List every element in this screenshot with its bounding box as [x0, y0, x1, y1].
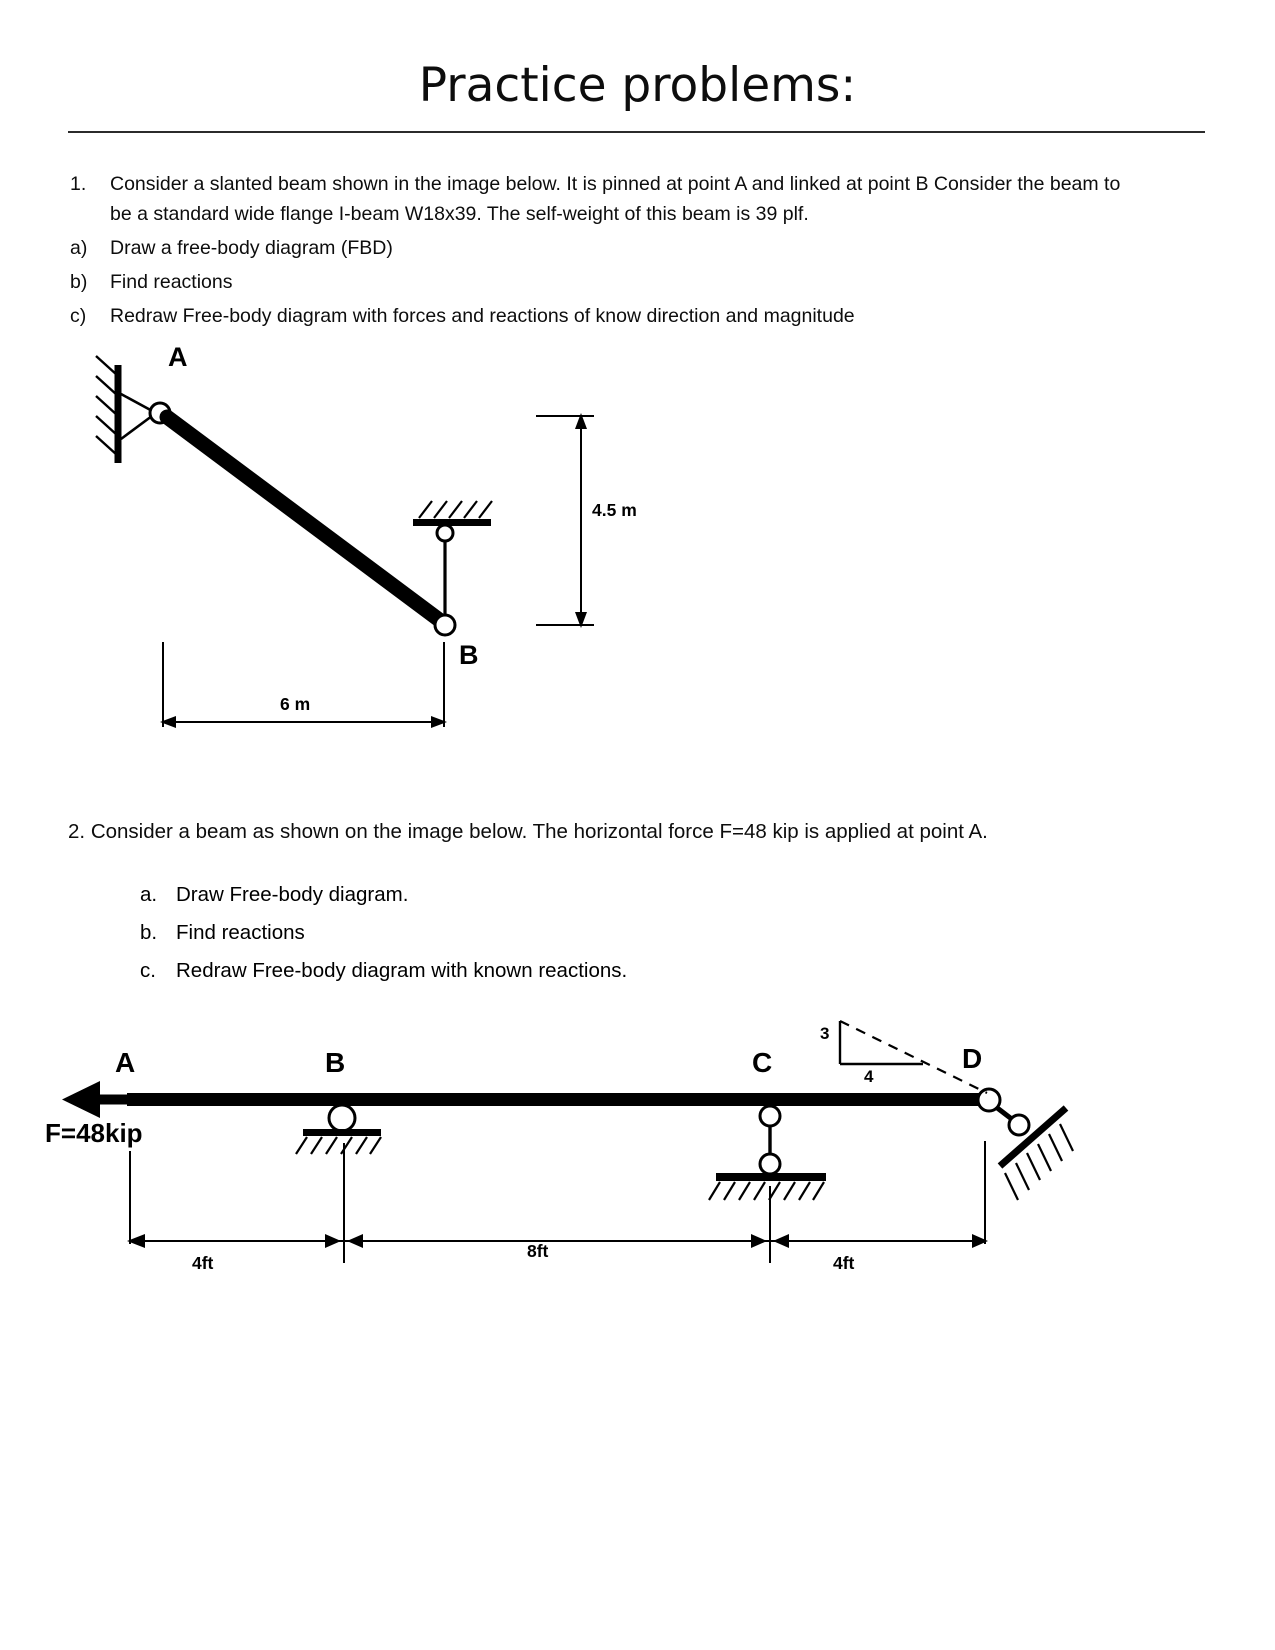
problem-1-item-a-marker: a): [70, 237, 88, 259]
problem-1-number: 1.: [70, 173, 87, 195]
wall-support-icon: [96, 356, 118, 463]
problem-2-item-c-marker: c.: [140, 959, 156, 982]
problem-2-item-a-text: Draw Free-body diagram.: [176, 883, 409, 906]
figure1-vertical-dimension-label: 4.5 m: [592, 500, 637, 520]
problem-1-item-b-text: Find reactions: [110, 271, 233, 293]
roller-support-b-icon: [296, 1105, 381, 1154]
slope-run-label: 4: [864, 1067, 874, 1086]
horizontal-dimension-6m: [160, 642, 447, 728]
problem-1-item-a-text: Draw a free-body diagram (FBD): [110, 237, 393, 259]
dimension-bc-label: 8ft: [527, 1241, 549, 1261]
figure1-point-a-label: A: [168, 342, 188, 372]
problem-2-statement: [68, 815, 1153, 848]
problem-2-item-b: [140, 916, 1153, 949]
figure1-horizontal-dimension-label: 6 m: [280, 694, 311, 714]
horizontal-beam-drawing: [0, 1001, 1180, 1331]
figure2-point-d-label: D: [962, 1043, 983, 1074]
problem-1-statement: Consider a slanted beam shown in the image below. It is pinned at point A and linked at point B Consider the beam to be a standard wide flange I-beam W18x39. The self-weight of this beam is 39 plf.: [110, 173, 1121, 225]
problem-2-item-a-marker: a.: [140, 883, 158, 906]
link-support-c-icon: [709, 1106, 826, 1200]
figure-horizontal-beam: [0, 1001, 1275, 1331]
problem-2-item-b-text: Find reactions: [176, 921, 305, 944]
dimension-ab-label: 4ft: [192, 1253, 214, 1273]
vertical-dimension-4-5m: [536, 413, 594, 628]
problem-1-item-b: [70, 267, 1160, 297]
problem-1-item-b-marker: b): [70, 271, 88, 293]
problem-1-block: [70, 169, 1160, 331]
dimension-cd-label: 4ft: [833, 1253, 855, 1273]
figure-slanted-beam: [0, 337, 1275, 757]
figure2-point-c-label: C: [752, 1047, 773, 1078]
problem-2-item-a: [140, 878, 1153, 911]
title-divider: [68, 131, 1205, 133]
figure2-point-a-label: A: [115, 1047, 136, 1078]
slanted-beam-drawing: [0, 337, 1180, 757]
document-header: [0, 0, 1275, 113]
problem-2-item-c: [140, 954, 1153, 987]
problem-1-statement-row: [70, 169, 1160, 229]
problem-2-block: [68, 815, 1153, 987]
figure2-point-b-label: B: [325, 1047, 346, 1078]
problem-2-items: [140, 878, 1153, 987]
figure1-point-b-label: B: [459, 640, 479, 670]
problem-1-item-c: [70, 301, 1160, 331]
force-arrow-icon: [62, 1081, 128, 1118]
problem-2-item-b-marker: b.: [140, 921, 158, 944]
beam-member: [167, 417, 442, 622]
problem-1-item-a: [70, 233, 1160, 263]
slope-rise-label: 3: [820, 1024, 830, 1043]
problem-2-item-c-text: Redraw Free-body diagram with known reactions.: [176, 959, 628, 982]
problem-2-statement-text: Consider a beam as shown on the image below. The horizontal force F=48 kip is applied at point A.: [90, 820, 988, 843]
dimension-line-group: [127, 1141, 988, 1263]
figure2-force-label: F=48kip: [45, 1118, 143, 1148]
beam-member: [127, 1093, 984, 1106]
inclined-link-support-d-icon: [978, 1089, 1073, 1200]
problem-1-item-c-marker: c): [70, 305, 87, 327]
page-title: Practice problems:: [418, 58, 857, 113]
problem-2-number: 2.: [68, 820, 86, 843]
problem-1-item-c-text: Redraw Free-body diagram with forces and reactions of know direction and magnitude: [110, 305, 855, 327]
